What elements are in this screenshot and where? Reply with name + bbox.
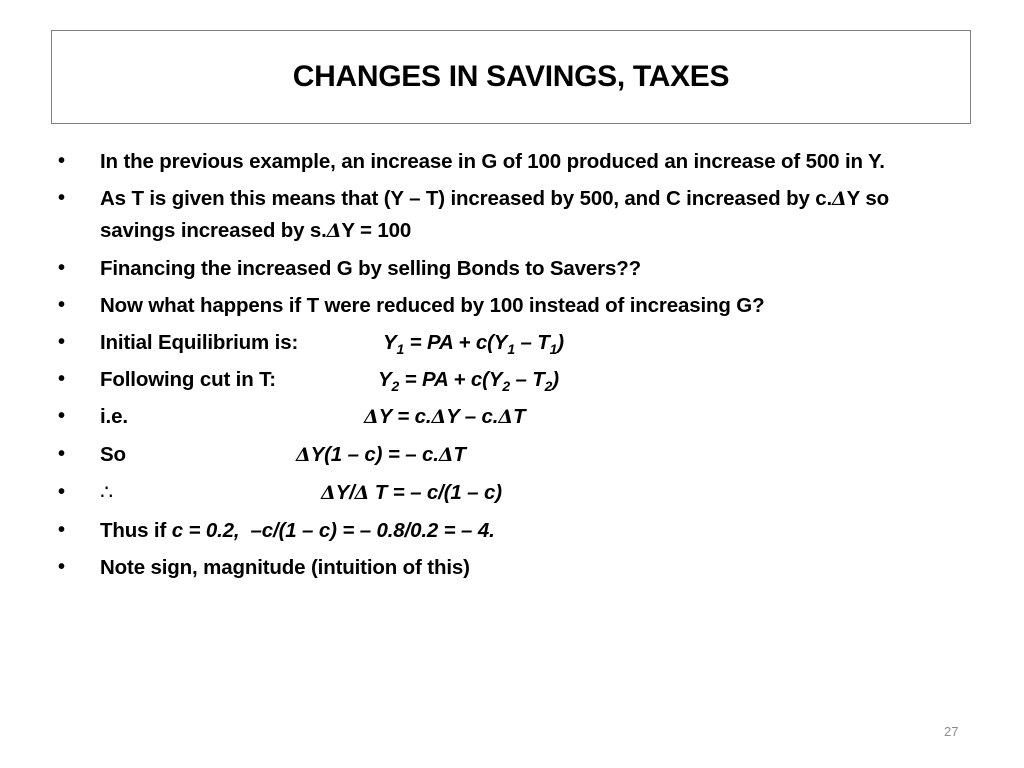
delta-symbol: Δ <box>321 482 336 504</box>
equation-part: T = – c/(1 – c) <box>369 481 502 504</box>
bullet-item <box>58 290 968 321</box>
equation-part: = PA + c(Y <box>404 331 508 354</box>
bullet-dot-icon: • <box>58 187 65 209</box>
bullet-text: In the previous example, an increase in G of 100 produced an increase of 500 in Y. <box>100 150 885 173</box>
bullet-item <box>58 515 968 546</box>
equation-part: T <box>512 405 526 428</box>
bullet-text: Y = 100 <box>341 219 412 242</box>
bullet-dot-icon: • <box>58 331 65 353</box>
bullet-label: Following cut in T: <box>100 368 276 391</box>
equation-subscript: 2 <box>391 378 400 395</box>
bullet-item <box>58 477 968 509</box>
bullet-item <box>58 253 968 284</box>
bullet-text: Financing the increased G by selling Bonds to Savers?? <box>100 257 641 280</box>
equation-part: – T <box>514 331 550 354</box>
bullet-text: Y so savings increased by s. <box>100 187 889 242</box>
equation <box>364 405 525 428</box>
equation-subscript: 1 <box>396 341 405 358</box>
equation-subscript: 1 <box>507 341 515 358</box>
equation-part: = PA + c(Y <box>399 368 503 391</box>
bullet-dot-icon: • <box>58 405 65 427</box>
bullet-dot-icon: • <box>58 150 65 172</box>
bullet-dot-icon: • <box>58 519 65 541</box>
bullet-label: So <box>100 443 126 466</box>
bullet-dot-icon: • <box>58 556 65 578</box>
equation-subscript: 2 <box>544 378 553 395</box>
bullet-text: Now what happens if T were reduced by 100 instead of increasing G? <box>100 294 765 317</box>
equation-part: ) <box>557 331 564 354</box>
bullet-text: Note sign, magnitude (intuition of this) <box>100 556 470 579</box>
therefore-icon: ∴ <box>100 481 113 504</box>
equation-part: Y <box>383 331 397 354</box>
delta-symbol: Δ <box>354 482 370 504</box>
delta-symbol: Δ <box>832 188 847 210</box>
delta-symbol: Δ <box>326 220 342 242</box>
slide-title: CHANGES IN SAVINGS, TAXES <box>292 60 730 93</box>
equation-part: ) <box>552 368 559 391</box>
equation-part: Y <box>378 368 392 391</box>
bullet-item <box>58 439 968 471</box>
bullet-label: i.e. <box>100 405 128 428</box>
equation-part: Y/ <box>335 481 355 504</box>
equation-part: Y – c. <box>446 405 499 428</box>
delta-symbol: Δ <box>364 406 379 428</box>
page-number: 27 <box>944 724 959 739</box>
bullet-item <box>58 327 968 358</box>
bullet-item <box>58 146 968 177</box>
bullet-item <box>58 401 968 433</box>
equation <box>296 443 466 466</box>
equation-part: – T <box>509 368 545 391</box>
bullet-item <box>58 183 968 247</box>
bullet-text: As T is given this means that (Y – T) increased by 500, and C increased by c. <box>100 187 833 210</box>
bullet-dot-icon: • <box>58 257 65 279</box>
delta-symbol: Δ <box>431 406 447 428</box>
title-box <box>51 30 971 124</box>
equation <box>321 481 502 504</box>
equation <box>378 368 559 395</box>
bullet-label: Thus if <box>100 519 172 542</box>
bullet-dot-icon: • <box>58 443 65 465</box>
equation <box>383 331 564 358</box>
equation-part: T <box>453 443 466 466</box>
bullet-label: Initial Equilibrium is: <box>100 331 299 354</box>
equation: c = 0.2, –c/(1 – c) = – 0.8/0.2 = – 4. <box>171 519 495 542</box>
equation-subscript: 2 <box>502 378 510 395</box>
bullet-dot-icon: • <box>58 481 65 503</box>
equation-subscript: 1 <box>549 341 558 358</box>
delta-symbol: Δ <box>296 444 311 466</box>
delta-symbol: Δ <box>498 406 513 428</box>
equation-part: Y = c. <box>378 405 432 428</box>
bullet-dot-icon: • <box>58 368 65 390</box>
equation-part: Y(1 – c) = – c. <box>310 443 439 466</box>
bullet-item <box>58 552 968 583</box>
bullet-dot-icon: • <box>58 294 65 316</box>
bullet-item <box>58 364 968 395</box>
delta-symbol: Δ <box>438 444 454 466</box>
bullet-list <box>58 146 968 589</box>
